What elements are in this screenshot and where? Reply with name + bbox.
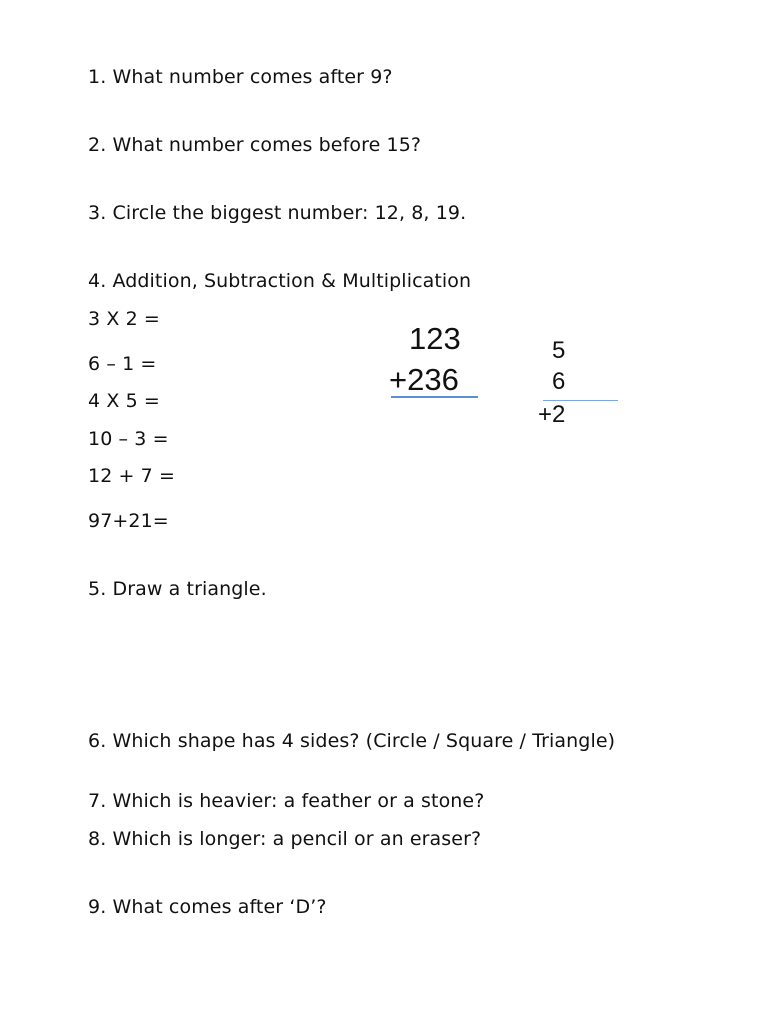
math-item-5: 12 + 7 = bbox=[88, 465, 176, 487]
question-3: 3. Circle the biggest number: 12, 8, 19. bbox=[88, 202, 467, 224]
sum1-top-number: 123 bbox=[409, 321, 461, 356]
question-9: 9. What comes after ‘D’? bbox=[88, 896, 327, 918]
sum1-bottom-number: +236 bbox=[389, 362, 459, 397]
math-item-4: 10 – 3 = bbox=[88, 428, 169, 450]
sum2-second-number: 6 bbox=[552, 368, 566, 395]
question-2: 2. What number comes before 15? bbox=[88, 134, 422, 156]
question-6: 6. Which shape has 4 sides? (Circle / Square / Triangle) bbox=[88, 730, 616, 752]
math-item-6: 97+21= bbox=[88, 510, 169, 532]
question-4-heading: 4. Addition, Subtraction & Multiplication bbox=[88, 270, 472, 292]
math-item-2: 6 – 1 = bbox=[88, 353, 157, 375]
question-1: 1. What number comes after 9? bbox=[88, 66, 393, 88]
math-item-3: 4 X 5 = bbox=[88, 390, 160, 412]
sum2-third-number: +2 bbox=[538, 401, 566, 428]
question-5: 5. Draw a triangle. bbox=[88, 578, 267, 600]
question-8: 8. Which is longer: a pencil or an eraser? bbox=[88, 828, 482, 850]
math-item-1: 3 X 2 = bbox=[88, 308, 160, 330]
sum1-answer-line bbox=[391, 396, 478, 398]
question-7: 7. Which is heavier: a feather or a stone? bbox=[88, 790, 485, 812]
sum2-first-number: 5 bbox=[552, 337, 566, 364]
